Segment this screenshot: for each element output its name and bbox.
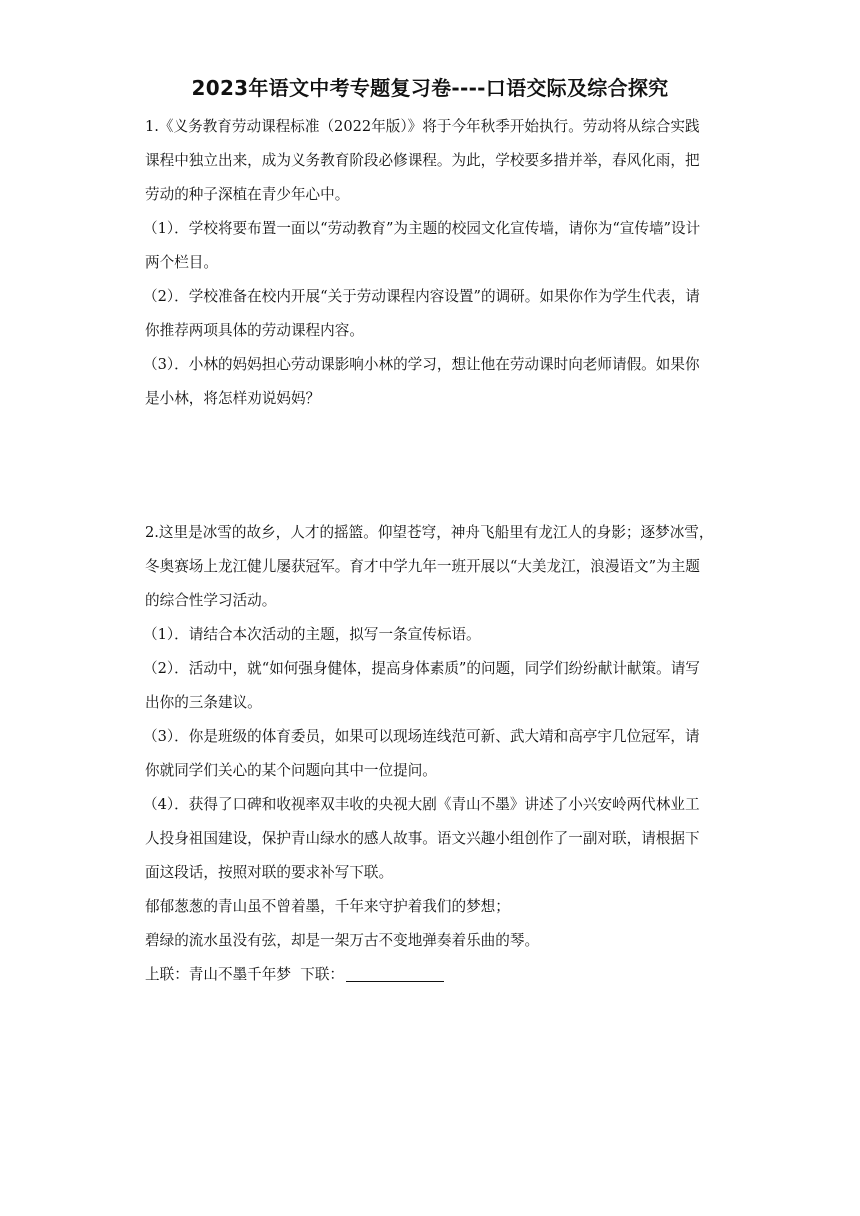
- q2-sub2-line-1: （2）．活动中，就“如何强身健体，提高身体素质”的问题，同学们纷纷献计献策。请写: [143, 660, 700, 677]
- q2-sub1-line-1: （1）．请结合本次活动的主题，拟写一条宣传标语。: [143, 626, 481, 643]
- q1-stem-line-3: 劳动的种子深植在青少年心中。: [145, 186, 350, 203]
- q2-sub4-line-3: 面这段话，按照对联的要求补写下联。: [145, 864, 394, 881]
- q2-stem-line-1: 2.这里是冰雪的故乡，人才的摇篮。仰望苍穹，神舟飞船里有龙江人的身影；逐梦冰雪，: [145, 524, 714, 541]
- q2-passage-line-1: 郁郁葱葱的青山虽不曾着墨，千年来守护着我们的梦想；: [145, 898, 510, 915]
- q1-sub2-line-1: （2）．学校准备在校内开展“关于劳动课程内容设置”的调研。如果你作为学生代表，请: [143, 288, 700, 305]
- q1-sub2-line-2: 你推荐两项具体的劳动课程内容。: [145, 322, 364, 339]
- q2-stem-line-2: 冬奥赛场上龙江健儿屡获冠军。育才中学九年一班开展以“大美龙江，浪漫语文”为主题: [145, 558, 700, 575]
- couplet-upper: 上联：青山不墨千年梦: [145, 966, 291, 983]
- couplet-lower-label: 下联：: [300, 966, 345, 983]
- q1-stem-line-1: 1.《义务教育劳动课程标准（2022年版）》将于今年秋季开始执行。劳动将从综合实践: [145, 118, 700, 135]
- q2-sub3-line-1: （3）．你是班级的体育委员，如果可以现场连线范可新、武大靖和高亭宇几位冠军，请: [143, 728, 700, 745]
- q2-passage-line-2: 碧绿的流水虽没有弦，却是一架万古不变地弹奏着乐曲的琴。: [145, 932, 540, 949]
- q1-stem-line-2: 课程中独立出来，成为义务教育阶段必修课程。为此，学校要多措并举，春风化雨，把: [145, 152, 700, 169]
- q2-sub2-line-2: 出你的三条建议。: [145, 694, 262, 711]
- q2-sub4-line-2: 人投身祖国建设，保护青山绿水的感人故事。语文兴趣小组创作了一副对联，请根据下: [145, 830, 700, 847]
- q1-sub3-line-2: 是小林，将怎样劝说妈妈？: [145, 390, 321, 407]
- q1-sub3-line-1: （3）．小林的妈妈担心劳动课影响小林的学习，想让他在劳动课时向老师请假。如果你: [143, 356, 700, 373]
- q2-couplet-line: [145, 964, 725, 986]
- q2-sub4-line-1: （4）．获得了口碑和收视率双丰收的央视大剧《青山不墨》讲述了小兴安岭两代林业工: [143, 796, 700, 813]
- page-title: 2023年语文中考专题复习卷----口语交际及综合探究: [191, 76, 669, 100]
- q2-sub3-line-2: 你就同学们关心的某个问题向其中一位提问。: [145, 762, 437, 779]
- q1-sub1-line-1: （1）．学校将要布置一面以“劳动教育”为主题的校园文化宣传墙，请你为“宣传墙”设计: [143, 220, 701, 237]
- q1-sub1-line-2: 两个栏目。: [145, 254, 218, 271]
- answer-blank[interactable]: [346, 965, 444, 982]
- q2-stem-line-3: 的综合性学习活动。: [145, 592, 277, 609]
